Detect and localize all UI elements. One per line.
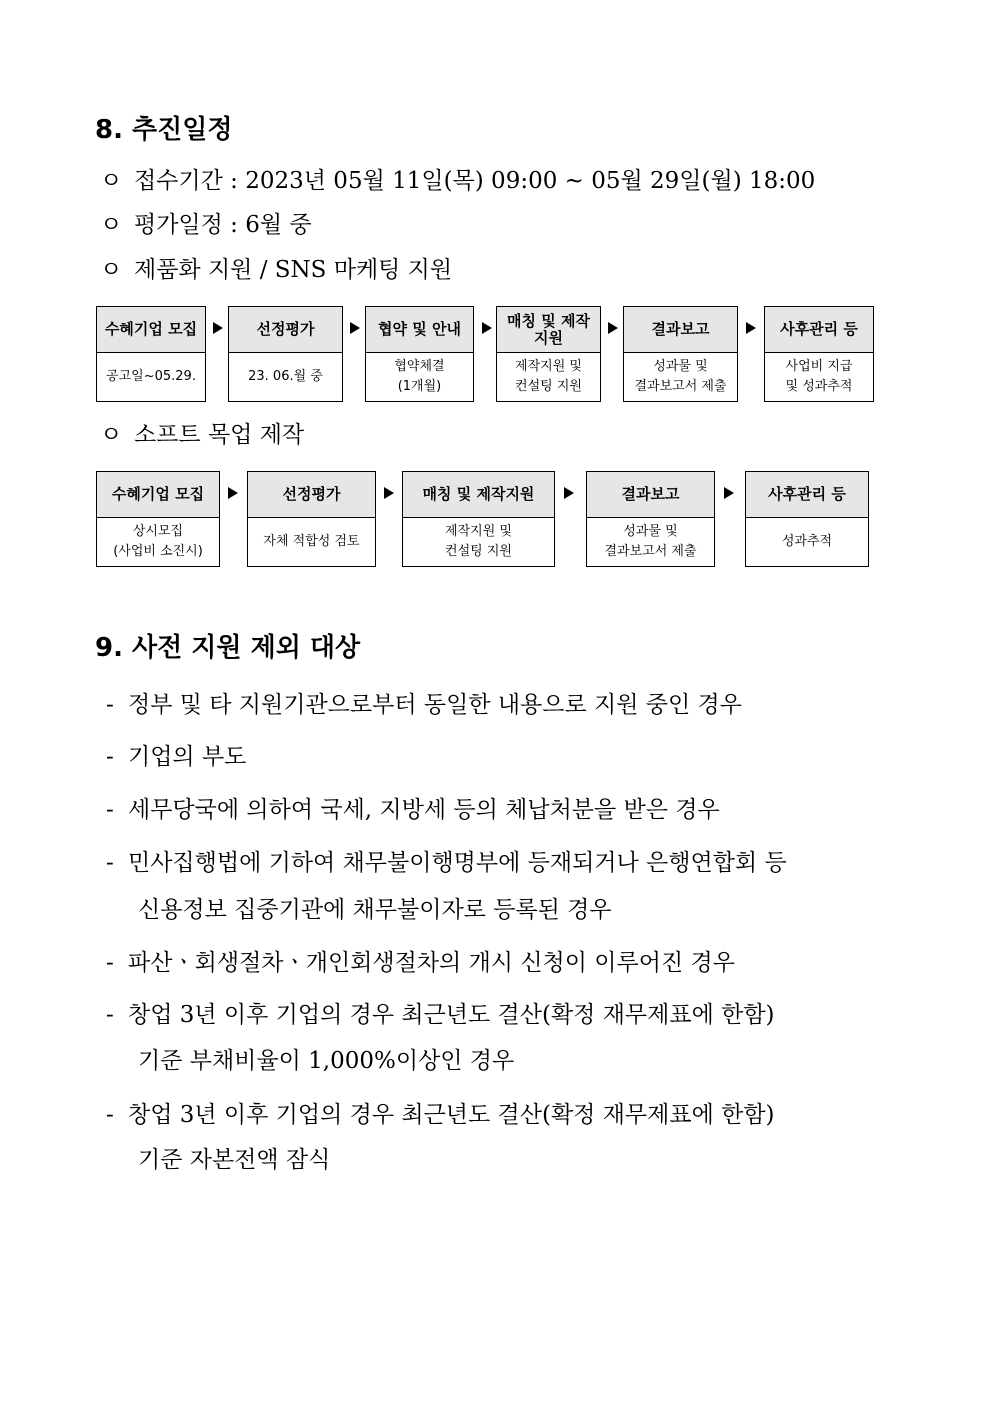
flow1-step-agreement: [365, 306, 474, 402]
bullet-productization: [100, 255, 452, 285]
exclusion-item: [106, 948, 735, 978]
flow1-step-recruit: [96, 306, 206, 402]
step-title: 결과보고: [624, 307, 737, 353]
bullet-text: 소프트 목업 제작: [134, 422, 305, 448]
step-desc: 성과물 및 결과보고서 제출: [634, 359, 727, 394]
flow1-step-report: [623, 306, 738, 402]
step-title: 결과보고: [587, 472, 714, 518]
step-desc: 23. 06.월 중: [248, 369, 323, 384]
flow2-step-followup: [745, 471, 869, 567]
step-title: 선정평가: [248, 472, 375, 518]
flow2-step-matching: [402, 471, 555, 567]
item-text: 파산ㆍ회생절차ㆍ개인회생절차의 개시 신청이 이루어진 경우: [128, 950, 735, 976]
exclusion-item-continuation: 신용정보 집중기관에 채무불이자로 등록된 경우: [138, 897, 612, 923]
bullet-text: 평가일정 : 6월 중: [134, 212, 312, 238]
section-8-title: 8. 추진일정: [95, 115, 233, 145]
step-title: 사후관리 등: [765, 307, 873, 353]
section-9-title: 9. 사전 지원 제외 대상: [95, 633, 361, 663]
exclusion-item: [106, 848, 896, 878]
exclusion-item-continuation: 기준 부채비율이 1,000%이상인 경우: [138, 1048, 515, 1074]
exclusion-item: [106, 1100, 775, 1130]
item-mark: -: [106, 1102, 114, 1128]
exclusion-item: [106, 795, 720, 825]
bullet-mark: ㅇ: [100, 257, 123, 283]
step-desc: 제작지원 및 컨설팅 지원: [515, 359, 582, 394]
bullet-mark: ㅇ: [100, 422, 123, 448]
flow-arrow-icon: [724, 487, 734, 499]
flow1-step-evaluation: [228, 306, 343, 402]
flow2-step-evaluation: [247, 471, 376, 567]
step-title: 매칭 및 제작지원: [403, 472, 554, 518]
bullet-text: 제품화 지원 / SNS 마케팅 지원: [134, 257, 453, 283]
step-title: 매칭 및 제작 지원: [497, 307, 600, 353]
step-title: 선정평가: [229, 307, 342, 353]
bullet-mark: ㅇ: [100, 168, 123, 194]
step-desc: 상시모집 (사업비 소진시): [113, 524, 203, 559]
step-desc: 자체 적합성 검토: [263, 534, 360, 549]
item-mark: -: [106, 850, 114, 876]
flow-arrow-icon: [608, 322, 618, 334]
flow-arrow-icon: [350, 322, 360, 334]
exclusion-item-continuation: 기준 자본전액 잠식: [138, 1147, 331, 1173]
step-desc: 공고일~05.29.: [106, 369, 196, 384]
item-text: 기업의 부도: [128, 744, 247, 770]
step-title: 수혜기업 모집: [97, 472, 219, 518]
item-text: 창업 3년 이후 기업의 경우 최근년도 결산(확정 재무제표에 한함): [128, 1102, 775, 1128]
step-title: 협약 및 안내: [366, 307, 473, 353]
item-text: 세무당국에 의하여 국세, 지방세 등의 체납처분을 받은 경우: [128, 797, 720, 823]
flow2-step-report: [586, 471, 715, 567]
item-text: 민사집행법에 기하여 채무불이행명부에 등재되거나 은행연합회 등: [128, 850, 787, 876]
item-mark: -: [106, 692, 114, 718]
bullet-application-period: [100, 166, 815, 196]
item-text: 창업 3년 이후 기업의 경우 최근년도 결산(확정 재무제표에 한함): [128, 1002, 775, 1028]
flow-arrow-icon: [228, 487, 238, 499]
flow2-step-recruit: [96, 471, 220, 567]
flow-arrow-icon: [384, 487, 394, 499]
item-mark: -: [106, 744, 114, 770]
step-desc: 협약체결 (1개월): [394, 359, 445, 394]
bullet-mark: ㅇ: [100, 212, 123, 238]
bullet-soft-mockup: [100, 420, 304, 450]
bullet-text: 접수기간 : 2023년 05월 11일(목) 09:00 ~ 05월 29일(월) 18:00: [134, 168, 816, 194]
exclusion-item: [106, 690, 742, 720]
item-mark: -: [106, 797, 114, 823]
step-desc: 사업비 지급 및 성과추적: [785, 359, 853, 394]
item-mark: -: [106, 1002, 114, 1028]
flow1-step-matching: [496, 306, 601, 402]
item-text: 정부 및 타 지원기관으로부터 동일한 내용으로 지원 중인 경우: [128, 692, 742, 718]
flow-arrow-icon: [213, 322, 223, 334]
step-desc: 제작지원 및 컨설팅 지원: [445, 524, 512, 559]
exclusion-item: [106, 1000, 775, 1030]
item-mark: -: [106, 950, 114, 976]
step-title: 수혜기업 모집: [97, 307, 205, 353]
step-title: 사후관리 등: [746, 472, 868, 518]
flow-arrow-icon: [746, 322, 756, 334]
step-desc: 성과물 및 결과보고서 제출: [604, 524, 697, 559]
step-desc: 성과추적: [781, 534, 833, 549]
bullet-evaluation-schedule: [100, 210, 312, 240]
flow1-step-followup: [764, 306, 874, 402]
flow-arrow-icon: [482, 322, 492, 334]
flow-arrow-icon: [564, 487, 574, 499]
exclusion-item: [106, 742, 246, 772]
